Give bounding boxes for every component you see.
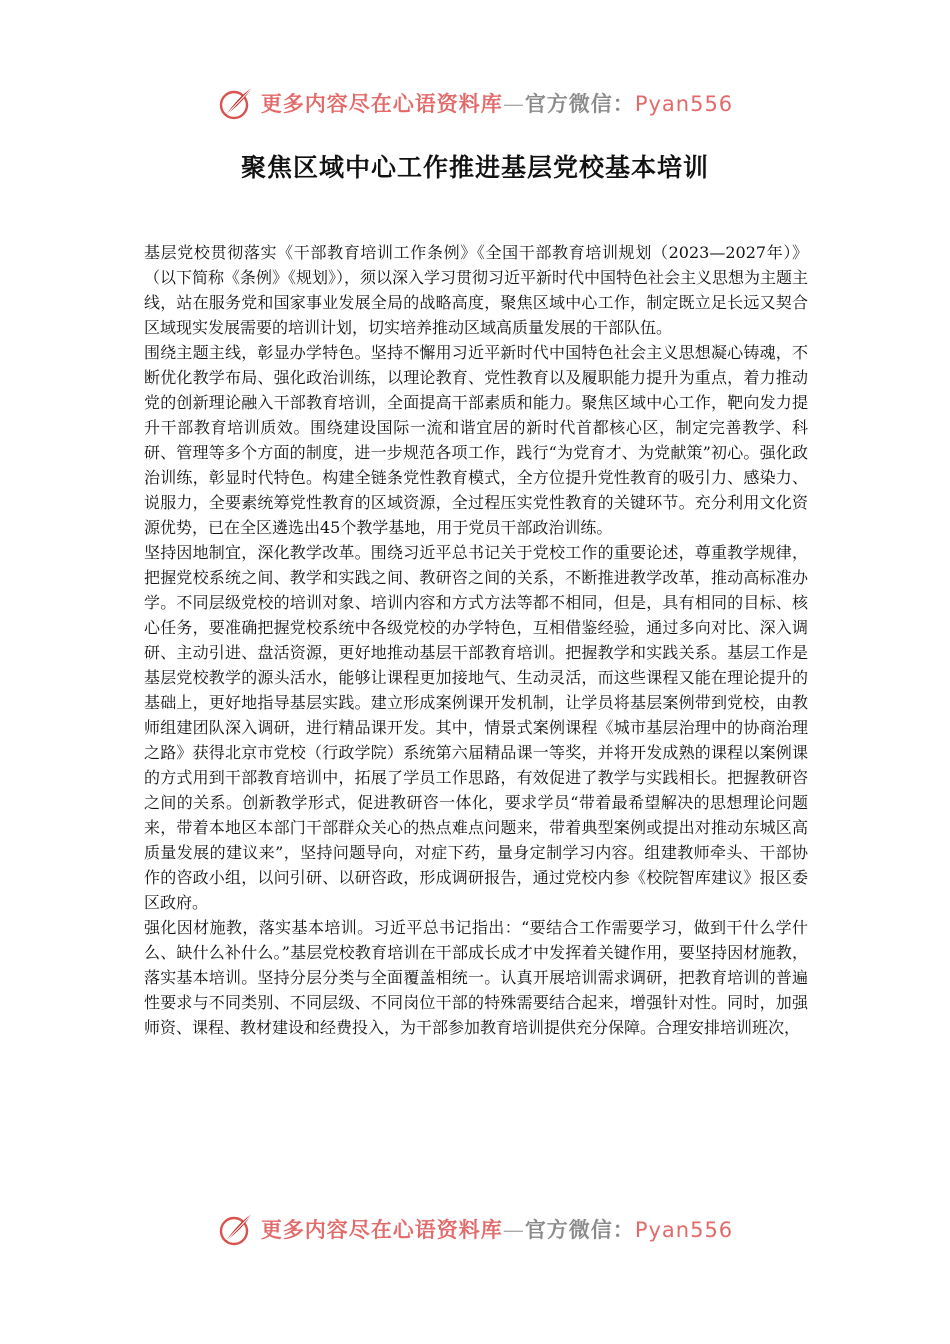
paragraph: 基层党校贯彻落实《干部教育培训工作条例》《全国干部教育培训规划（2023—2027年）》（以下简称《条例》《规划》），须以深入学习贯彻习近平新时代中国特色社会主义思想为主题主线，站在服务党和国家事业发展全局的战略高度，聚焦区域中心工作，制定既立足长远又契合区域现实发展需要的培训计划，切实培养推动区域高质量发展的干部队伍。 — [144, 243, 809, 337]
paragraph: 围绕主题主线，彰显办学特色。坚持不懈用习近平新时代中国特色社会主义思想凝心铸魂，不断优化教学布局、强化政治训练，以理论教育、党性教育以及履职能力提升为重点，着力推动党的创新理论融入干部教育培训，全面提高干部素质和能力。聚焦区域中心工作，靶向发力提升干部教育培训质效。围绕建设国际一流和谐宜居的新时代首都核心区，制定完善教学、科研、管理等多个方面的制度，进一步规范各项工作，践行“为党育才、为党献策”初心。强化政治训练，彰显时代特色。构建全链条党性教育模式，全方位提升党性教育的吸引力、感染力、说服力，全要素统筹党性教育的区域资源，全过程压实党性教育的关键环节。充分利用文化资源优势，已在全区遴选出45个教学基地，用于党员干部政治训练。 — [144, 343, 808, 537]
article-body — [144, 240, 808, 1040]
feather-pen-logo-icon — [217, 83, 257, 123]
paragraph: 强化因材施教，落实基本培训。习近平总书记指出：“要结合工作需要学习，做到干什么学什么、缺什么补什么。”基层党校教育培训在干部成长成才中发挥着关键作用，要坚持因材施教，落实基本培训。坚持分层分类与全面覆盖相统一。认真开展培训需求调研，把教育培训的普遍性要求与不同类别、不同层级、不同岗位干部的特殊需要结合起来，增强针对性。同时，加强师资、课程、教材建设和经费投入，为干部参加教育培训提供充分保障。合理安排培训班次， — [144, 918, 808, 1037]
header-watermark-banner — [0, 80, 950, 126]
watermark-text: 更多内容尽在心语资料库—官方微信：Pyan556 — [260, 1217, 734, 1242]
feather-pen-logo-icon — [217, 1209, 257, 1249]
paragraph: 坚持因地制宜，深化教学改革。围绕习近平总书记关于党校工作的重要论述，尊重教学规律，把握党校系统之间、教学和实践之间、教研咨之间的关系，不断推进教学改革，推动高标准办学。不同层级党校的培训对象、培训内容和方式方法等都不相同，但是，具有相同的目标、核心任务，要准确把握党校系统中各级党校的办学特色，互相借鉴经验，通过多向对比、深入调研、主动引进、盘活资源，更好地推动基层干部教育培训。把握教学和实践关系。基层工作是基层党校教学的源头活水，能够让课程更加接地气、生动灵活，而这些课程又能在理论提升的基础上，更好地指导基层实践。建立形成案例课开发机制，让学员将基层案例带到党校，由教师组建团队深入调研，进行精品课开发。其中，情景式案例课程《城市基层治理中的协商治理之路》获得北京市党校（行政学院）系统第六届精品课一等奖，并将开发成熟的课程以案例课的方式用到干部教育培训中，拓展了学员工作思路，有效促进了教学与实践相长。把握教研咨之间的关系。创新教学形式，促进教研咨一体化，要求学员“带着最希望解决的思想理论问题来，带着本地区本部门干部群众关心的热点难点问题来，带着典型案例或提出对推动东城区高质量发展的建议来”，坚持问题导向，对症下药，量身定制学习内容。组建教师牵头、干部协作的咨政小组，以问引研、以研咨政，形成调研报告，通过党校内参《校院智库建议》报区委区政府。 — [144, 543, 808, 912]
footer-watermark-banner — [0, 1206, 950, 1252]
watermark-text: 更多内容尽在心语资料库—官方微信：Pyan556 — [260, 91, 734, 116]
page-title: 聚焦区域中心工作推进基层党校基本培训 — [240, 153, 709, 182]
